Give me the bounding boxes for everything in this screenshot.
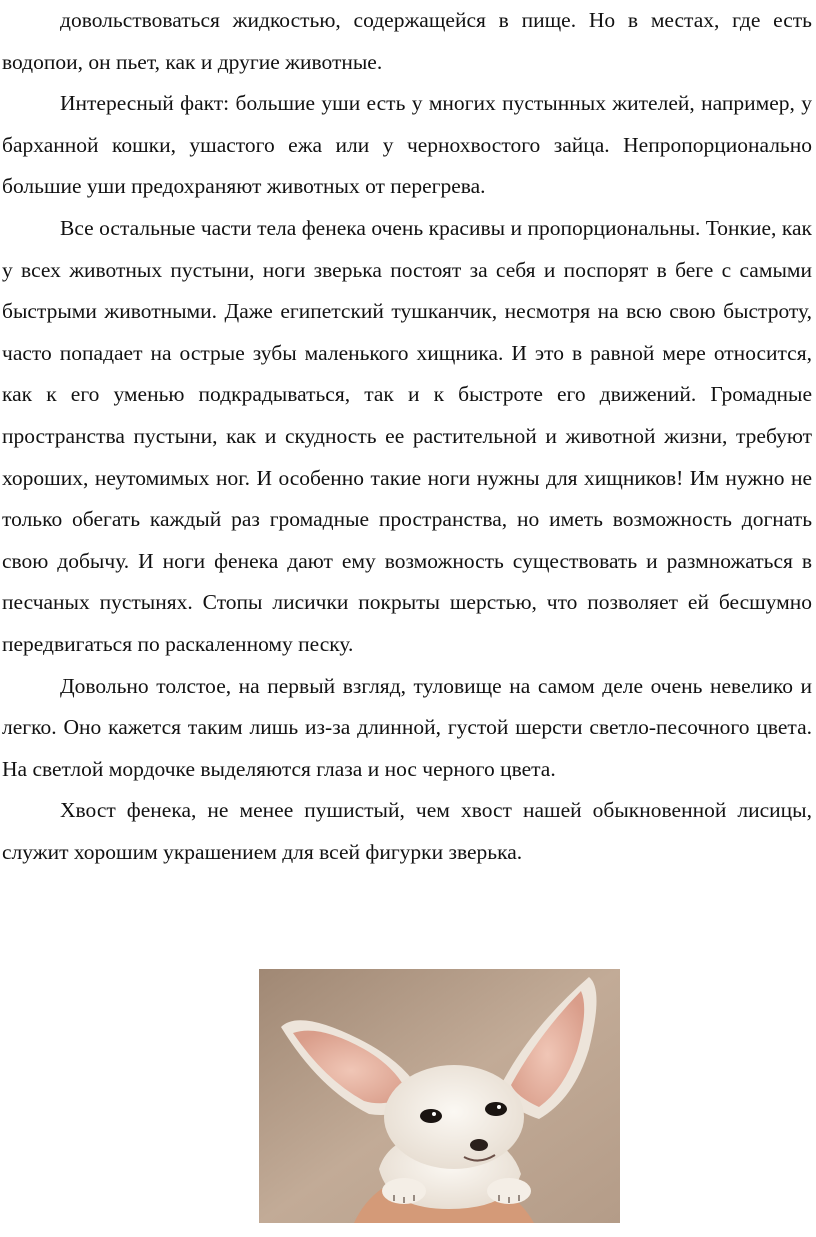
right-eye: [485, 1102, 507, 1116]
left-eye-highlight: [432, 1112, 436, 1116]
right-eye-highlight: [497, 1105, 501, 1109]
fennec-fox-illustration: [259, 969, 620, 1223]
nose: [470, 1139, 488, 1151]
paragraph-5: Хвост фенека, не менее пушистый, чем хвост нашей обыкновенной лисицы, служит хорошим украшением для всей фигурки зверька.: [2, 798, 812, 864]
left-eye: [420, 1109, 442, 1123]
paragraph-4: Довольно толстое, на первый взгляд, туловище на самом деле очень невелико и легко. Оно кажется таким лишь из-за длинной, густой шерсти светло-песочного цвета. На светлой мордочке выделяются глаза и нос черного цвета.: [2, 673, 812, 781]
fox-head: [384, 1065, 524, 1169]
fennec-fox-photo: [259, 969, 620, 1223]
paragraph-1: довольствоваться жидкостью, содержащейся в пище. Но в местах, где есть водопои, он пьет, как и другие животные.: [2, 8, 812, 74]
paragraph-3: Все остальные части тела фенека очень красивы и пропорциональны. Тонкие, как у всех животных пустыни, ноги зверька постоят за себя и поспорят в беге с самыми быстрыми животными. Даже египетский тушканчик, несмотря на всю свою быстроту, часто попадает на острые зубы маленького хищника. И это в равной мере относится, как к его уменью подкрадываться, так и к быстроте его движений. Громадные пространства пустыни, как и скудность ее растительной и животной жизни, требуют хороших, неутомимых ног. И особенно такие ноги нужны для хищников! Им нужно не только обегать каждый раз громадные пространства, но иметь возможность догнать свою добычу. И ноги фенека дают ему возможность существовать и размножаться в песчаных пустынях. Стопы лисички покрыты шерстью, что позволяет ей бесшумно передвигаться по раскаленному песку.: [2, 215, 812, 656]
document-body: [2, 0, 812, 873]
paragraph-2: Интересный факт: большие уши есть у многих пустынных жителей, например, у барханной кошки, ушастого ежа или у чернохвостого зайца. Непропорционально большие уши предохраняют животных от перегрева.: [2, 91, 812, 199]
